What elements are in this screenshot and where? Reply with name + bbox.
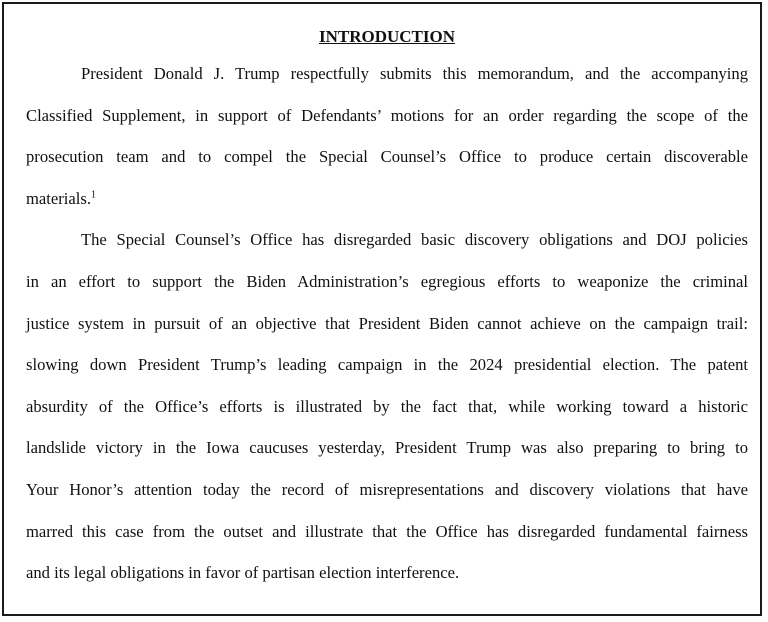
paragraph-line: in an effort to support the Biden Administration’s egregious efforts to weaponize the criminal bbox=[26, 271, 748, 291]
section-heading: INTRODUCTION bbox=[318, 27, 456, 46]
paragraph-line: Classified Supplement, in support of Defendants’ motions for an order regarding the scope of the bbox=[26, 105, 748, 125]
paragraph-line: President Donald J. Trump respectfully submits this memorandum, and the accompanying bbox=[81, 64, 748, 83]
paragraph-line: slowing down President Trump’s leading campaign in the 2024 presidential election. The patent bbox=[26, 355, 748, 375]
paragraph-line: The Special Counsel’s Office has disregarded basic discovery obligations and DOJ policies bbox=[81, 230, 748, 250]
paragraph-line: Your Honor’s attention today the record of misrepresentations and discovery violations that have bbox=[26, 479, 748, 499]
footnote-marker[interactable]: 1 bbox=[90, 189, 96, 201]
paragraph-2 bbox=[26, 219, 748, 593]
paragraph-line-text: materials. bbox=[26, 188, 91, 208]
paragraph-line: justice system in pursuit of an objective that President Biden cannot achieve on the campaign trail: bbox=[26, 313, 748, 333]
document-body bbox=[26, 24, 748, 594]
paragraph-1 bbox=[26, 53, 748, 219]
paragraph-line-last bbox=[26, 178, 748, 220]
paragraph-line: landslide victory in the Iowa caucuses yesterday, President Trump was also preparing to bring to bbox=[26, 438, 748, 458]
paragraph-line: prosecution team and to compel the Special Counsel’s Office to produce certain discoverable bbox=[26, 147, 748, 167]
paragraph-line: absurdity of the Office’s efforts is illustrated by the fact that, while working toward a historic bbox=[26, 396, 748, 416]
paragraph-line-last: and its legal obligations in favor of partisan election interference. bbox=[26, 563, 460, 583]
paragraph-line: marred this case from the outset and illustrate that the Office has disregarded fundamental fairness bbox=[26, 521, 748, 541]
